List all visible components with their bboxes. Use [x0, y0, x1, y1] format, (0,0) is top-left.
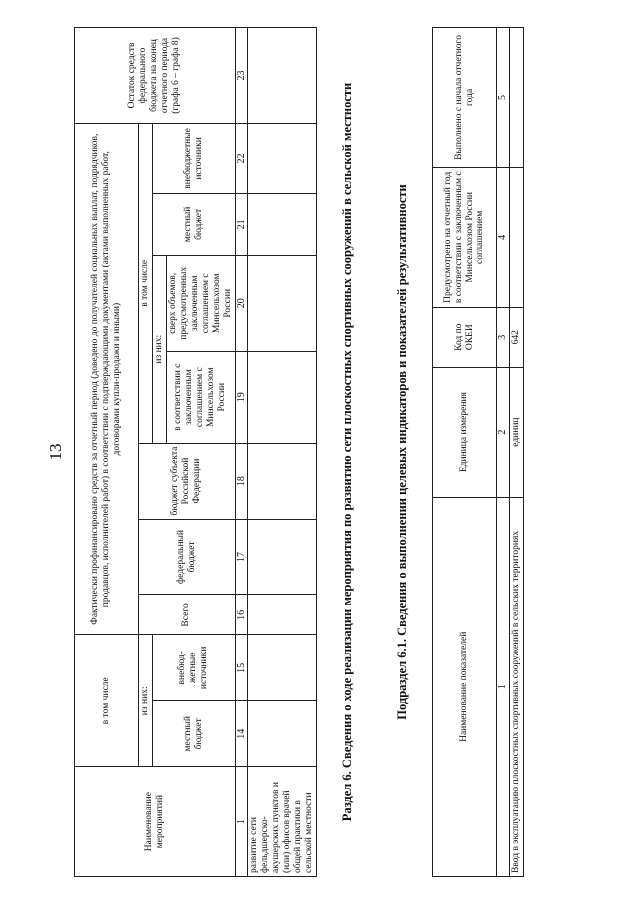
col-number: 17 — [235, 519, 248, 595]
header-subject: бюджет субъекта Российской Федерации — [139, 443, 236, 519]
col-number: 20 — [235, 255, 248, 351]
row-okei-code: 642 — [509, 307, 523, 367]
header-iz-nih: из них: — [139, 635, 153, 767]
col-name-header: Наименование мероприятий — [75, 767, 236, 877]
table-cell — [248, 443, 317, 519]
col-number: 22 — [235, 123, 248, 193]
col-number: 14 — [235, 701, 248, 767]
header-indicator-name: Наименование показателей — [433, 497, 497, 876]
col-number: 3 — [497, 307, 510, 367]
table-cell — [248, 255, 317, 351]
header-vnebyud-2: внебюджетные источники — [153, 123, 236, 193]
indicators-table — [432, 27, 524, 877]
col-number: 16 — [235, 595, 248, 635]
header-v-tom-chisle: в том числе — [75, 635, 139, 767]
table-cell — [248, 28, 317, 124]
col-number: 1 — [235, 767, 248, 877]
row-planned — [509, 167, 523, 307]
row-indicator-name: Ввод в эксплуатацию плоскостных спортивных сооружений в сельских территориях — [509, 497, 523, 876]
section-title: Раздел 6. Сведения о ходе реализации мероприятия по развитию сети плоскостных спортивных сооружений в сельской местности — [340, 82, 354, 822]
header-sootv: в соответствии с заключенным соглашением с Минсельхозом России — [167, 351, 236, 443]
row-unit: единиц — [509, 367, 523, 497]
header-okei-code: Код по ОКЕИ — [433, 307, 497, 367]
header-mestny: местный бюджет — [153, 701, 236, 767]
table-cell — [248, 595, 317, 635]
header-fact-financed: Фактически профинансировано средств за отчетный период (доведено до получателей социальных выплат, подрядчиков, продавцов, исполнителей работ) в соответствии с подтверждающими документами (актами выполненных работ, договорами купли-продажи и иными) — [75, 123, 139, 634]
table-cell — [248, 519, 317, 595]
col-number: 2 — [497, 367, 510, 497]
row-done — [509, 28, 523, 168]
header-planned: Предусмотрено на отчетный год в соответствии с заключенным с Минсельхозом России соглашением — [433, 167, 497, 307]
col-number: 21 — [235, 193, 248, 255]
row-name: развитие сети фельдшерско-акушерских пунктов и (или) офисов врачей общей практики в сельской местности — [248, 767, 317, 877]
financing-table — [74, 27, 317, 877]
col-number: 18 — [235, 443, 248, 519]
table-cell — [248, 193, 317, 255]
header-ostatok: Остаток средств федерального бюджета на конец отчетного периода (графа 6 – графа 8) — [75, 28, 236, 124]
subsection-title: Подраздел 6.1. Сведения о выполнении целевых индикаторов и показателей результативности — [395, 184, 409, 720]
header-iz-nih-2: из них: — [153, 255, 167, 443]
header-done: Выполнено с начала отчетного года — [433, 28, 497, 168]
page-number: 13 — [46, 443, 65, 461]
table-cell — [248, 123, 317, 193]
col-number: 1 — [497, 497, 510, 876]
header-unit: Единица измерения — [433, 367, 497, 497]
header-vnebyud: внебюд-жетные источники — [153, 635, 236, 701]
header-sverh: сверх объемов, предусмотренных заключенным соглашением с Минсельхозом России — [167, 255, 236, 351]
table-cell — [248, 635, 317, 701]
col-number: 4 — [497, 167, 510, 307]
header-mestny-2: местный бюджет — [153, 193, 236, 255]
header-vsego: Всего — [139, 595, 236, 635]
col-number: 19 — [235, 351, 248, 443]
col-number: 15 — [235, 635, 248, 701]
col-number: 5 — [497, 28, 510, 168]
header-federal: федеральный бюджет — [139, 519, 236, 595]
header-v-tom-chisle-2: в том числе — [139, 123, 153, 443]
table-cell — [248, 351, 317, 443]
col-number: 23 — [235, 28, 248, 124]
rotated-page — [40, 17, 600, 887]
table-cell — [248, 701, 317, 767]
